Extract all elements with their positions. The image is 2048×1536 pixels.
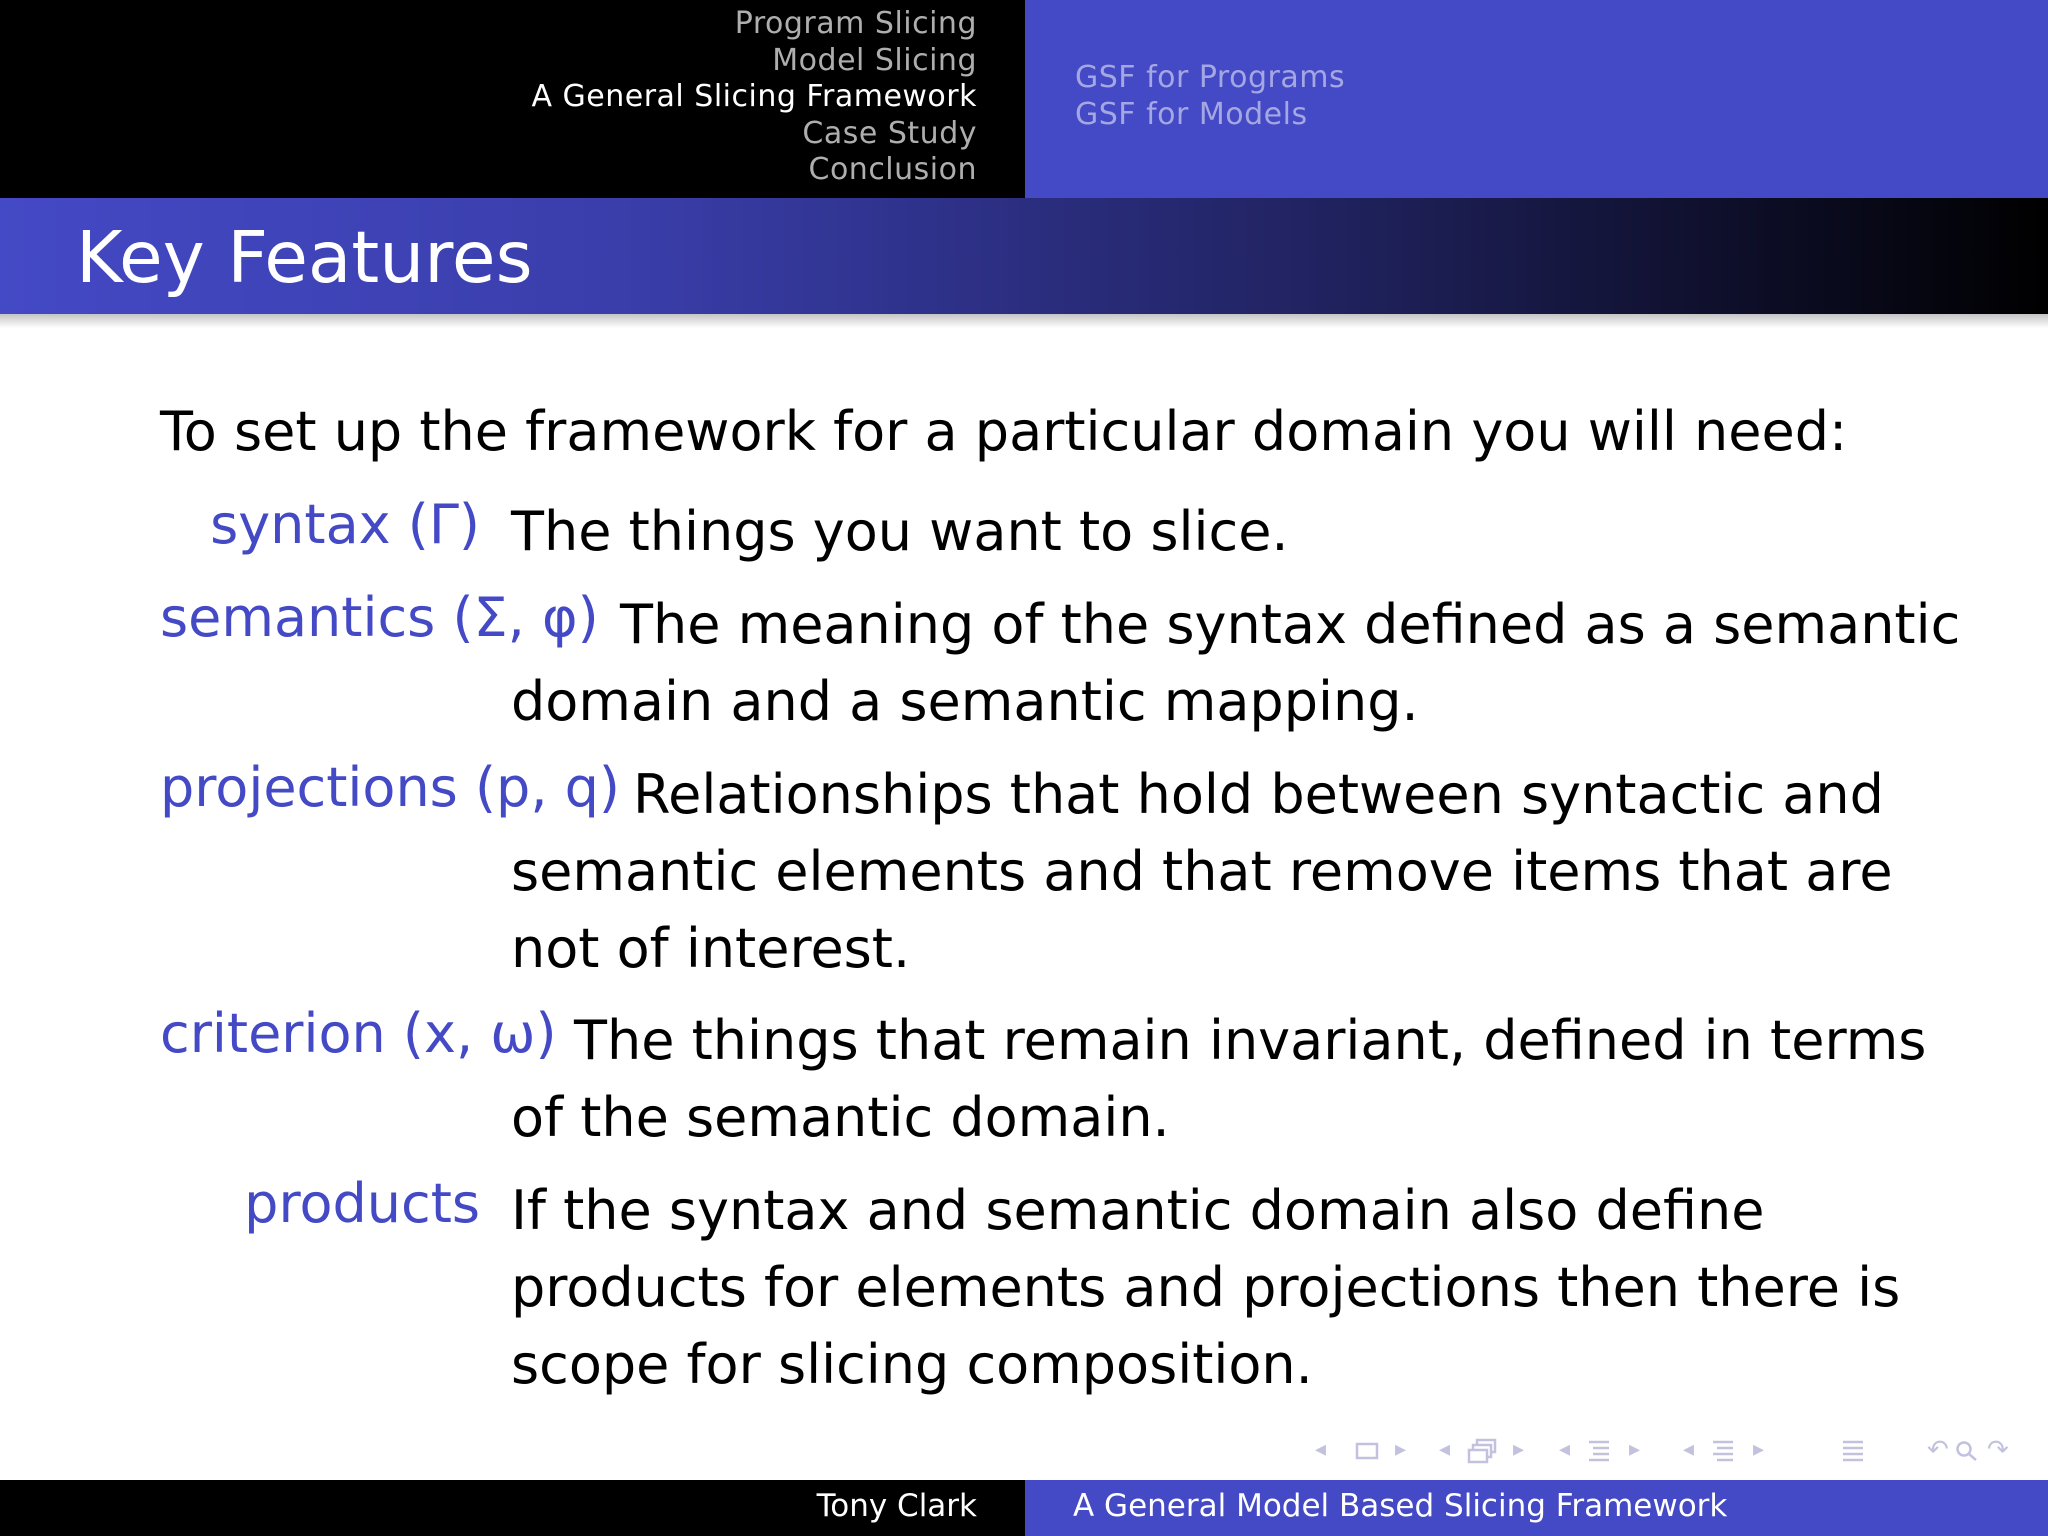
subsection-link-gsf-models[interactable]: GSF for Models xyxy=(1075,96,1308,132)
section-link-model-slicing[interactable]: Model Slicing xyxy=(772,42,977,78)
intro-text: To set up the framework for a particular domain you will need: xyxy=(160,400,1848,463)
subsection-frames-icon[interactable] xyxy=(1467,1438,1499,1464)
section-link-general-slicing-framework[interactable]: A General Slicing Framework xyxy=(531,79,977,114)
description-line: products for elements and projections then there is xyxy=(511,1256,1901,1319)
beamer-navigation-symbols xyxy=(1315,1436,2035,1466)
description-term: syntax (Γ) xyxy=(210,493,480,556)
prev-part-arrow-icon[interactable]: ◂ xyxy=(1683,1437,1695,1462)
section-icon[interactable] xyxy=(1585,1438,1613,1464)
footer-talk-title: A General Model Based Slicing Framework xyxy=(1073,1488,1728,1524)
next-part-arrow-icon[interactable]: ▸ xyxy=(1753,1437,1765,1462)
description-line: domain and a semantic mapping. xyxy=(511,670,1419,733)
description-line: The things you want to slice. xyxy=(511,500,1289,563)
frame-title: Key Features xyxy=(76,216,533,299)
description-text xyxy=(511,1172,1911,1403)
next-frame-arrow-icon[interactable]: ▸ xyxy=(1395,1437,1407,1462)
footer-title-panel xyxy=(1025,1480,2048,1536)
subsection-list-icon[interactable] xyxy=(1709,1438,1737,1464)
subsection-link-gsf-programs[interactable]: GSF for Programs xyxy=(1075,60,1346,95)
section-link-program-slicing[interactable]: Program Slicing xyxy=(734,6,977,41)
description-term: projections (p, q) xyxy=(160,756,621,819)
outline-icon[interactable] xyxy=(1839,1438,1867,1464)
description-term: criterion (x, ω) xyxy=(160,1002,557,1065)
description-line: scope for slicing composition. xyxy=(511,1333,1313,1396)
prev-frame-arrow-icon[interactable]: ◂ xyxy=(1315,1437,1327,1462)
description-line: If the syntax and semantic domain also define xyxy=(511,1179,1765,1242)
search-icon[interactable] xyxy=(1955,1440,1979,1462)
footer-author: Tony Clark xyxy=(816,1488,977,1524)
frame-icon[interactable] xyxy=(1355,1442,1379,1460)
description-text xyxy=(511,493,1911,570)
section-link-conclusion[interactable]: Conclusion xyxy=(808,152,977,187)
footer-author-panel xyxy=(0,1480,1025,1536)
description-line: Relationships that hold between syntactic and xyxy=(633,763,1884,826)
description-line: The things that remain invariant, defined in terms xyxy=(574,1009,1927,1072)
description-term: products xyxy=(244,1172,480,1235)
description-text xyxy=(511,586,1961,740)
forward-icon[interactable]: ↷ xyxy=(1987,1435,2009,1465)
description-text xyxy=(511,1002,1927,1156)
description-line: of the semantic domain. xyxy=(511,1086,1170,1149)
description-line: semantic elements and that remove items that are xyxy=(511,840,1893,903)
section-link-case-study[interactable]: Case Study xyxy=(802,115,977,151)
next-section-arrow-icon[interactable]: ▸ xyxy=(1629,1437,1641,1462)
description-term: semantics (Σ, φ) xyxy=(160,586,599,649)
description-line: The meaning of the syntax defined as a semantic xyxy=(620,593,1961,656)
prev-section-arrow-icon[interactable]: ◂ xyxy=(1559,1437,1571,1462)
description-line: not of interest. xyxy=(511,917,911,980)
prev-subsection-arrow-icon[interactable]: ◂ xyxy=(1439,1437,1451,1462)
description-text xyxy=(511,756,1911,987)
next-subsection-arrow-icon[interactable]: ▸ xyxy=(1513,1437,1525,1462)
back-icon[interactable]: ↶ xyxy=(1927,1435,1949,1465)
